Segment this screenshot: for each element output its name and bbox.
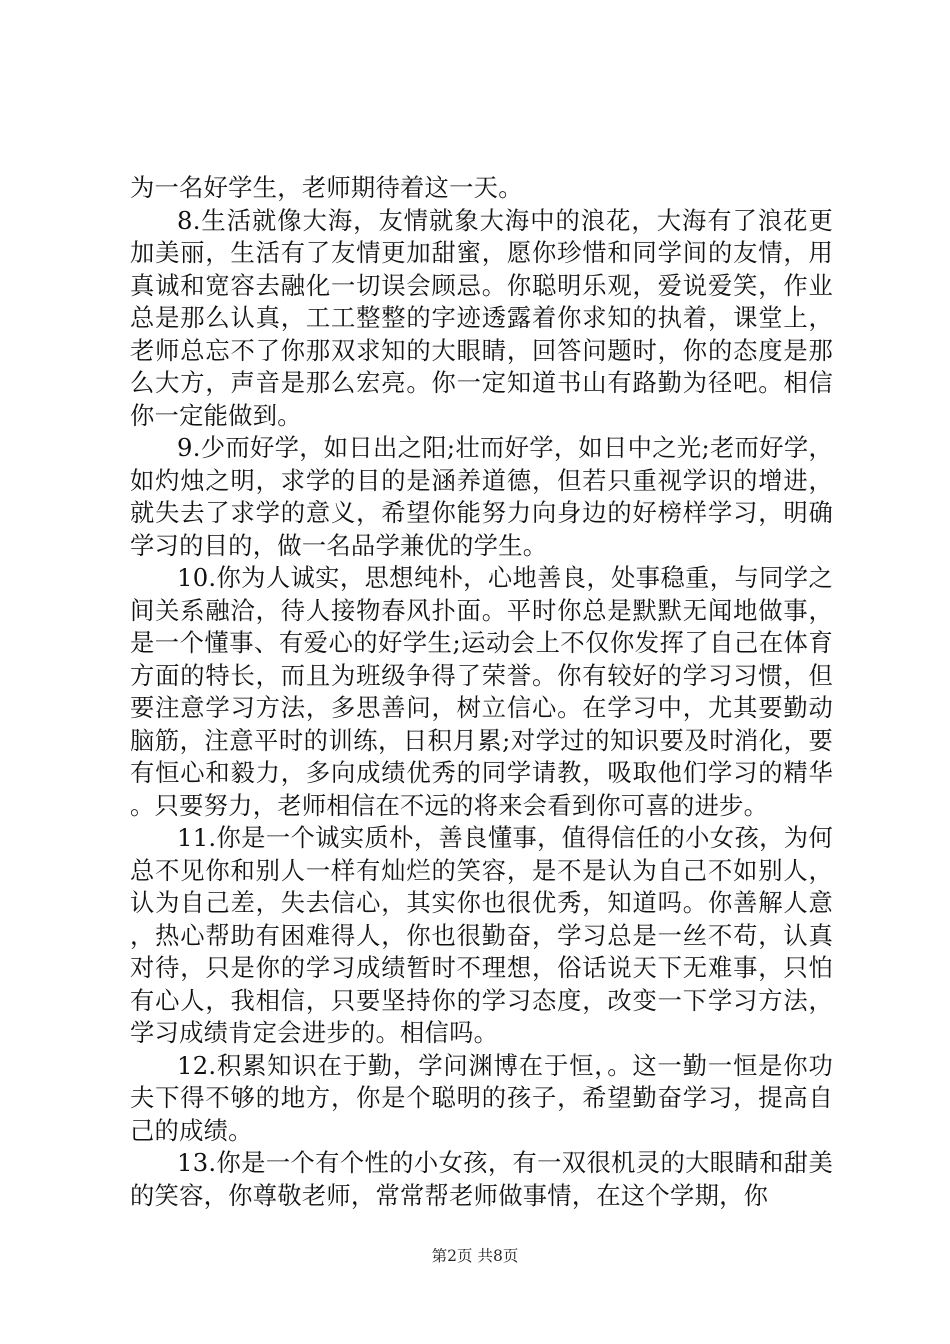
paragraph-item-11: 11.你是一个诚实质朴，善良懂事，值得信任的小女孩，为何总不见你和别人一样有灿烂的笑容，是不是认为自己不如别人，认为自己差，失去信心，其实你也很优秀，知道吗。你善解人意，热心帮助有困难得人，你也很勤奋，学习总是一丝不苟，认真对待，只是你的学习成绩暂时不理想，俗话说天下无难事，只怕有心人，我相信，只要坚持你的学习态度，改变一下学习方法，学习成绩肯定会进步的。相信吗。 — [130, 823, 833, 1047]
paragraph-item-12: 12.积累知识在于勤，学问渊博在于恒，。这一勤一恒是你功夫下得不够的地方，你是个聪明的孩子，希望勤奋学习，提高自己的成绩。 — [130, 1050, 833, 1145]
paragraph-continuation: 为一名好学生，老师期待着这一天。 — [130, 173, 523, 202]
paragraph-item-10: 10.你为人诚实，思想纯朴，心地善良，处事稳重，与同学之间关系融洽，待人接物春风扑面。平时你总是默默无闻地做事，是一个懂事、有爱心的好学生;运动会上不仅你发挥了自己在体育方面的特长，而且为班级争得了荣誉。你有较好的学习习惯，但要注意学习方法，多思善问，树立信心。在学习中，尤其要勤动脑筋，注意平时的训练，日积月累;对学过的知识要及时消化，要有恒心和毅力，多向成绩优秀的同学请教，吸取他们学习的精华。只要努力，老师相信在不远的将来会看到你可喜的进步。 — [130, 563, 833, 820]
document-body — [130, 172, 833, 1212]
page-footer — [0, 1246, 950, 1266]
paragraph-item-8: 8.生活就像大海，友情就象大海中的浪花，大海有了浪花更加美丽，生活有了友情更加甜蜜，愿你珍惜和同学间的友情，用真诚和宽容去融化一切误会顾忌。你聪明乐观，爱说爱笑，作业总是那么认真，工工整整的字迹透露着你求知的执着，课堂上，老师总忘不了你那双求知的大眼睛，回答问题时，你的态度是那么大方，声音是那么宏亮。你一定知道书山有路勤为径吧。相信你一定能做到。 — [130, 205, 833, 430]
paragraph-item-13: 13.你是一个有个性的小女孩，有一双很机灵的大眼睛和甜美的笑容，你尊敬老师，常常帮老师做事情，在这个学期，你 — [130, 1148, 833, 1210]
page-number-label: 第2页 共8页 — [431, 1247, 519, 1265]
paragraph-item-9: 9.少而好学，如日出之阳;壮而好学，如日中之光;老而好学，如灼烛之明，求学的目的是涵养道德，但若只重视学识的增进，就失去了求学的意义，希望你能努力向身边的好榜样学习，明确学习的目的，做一名品学兼优的学生。 — [130, 433, 833, 560]
